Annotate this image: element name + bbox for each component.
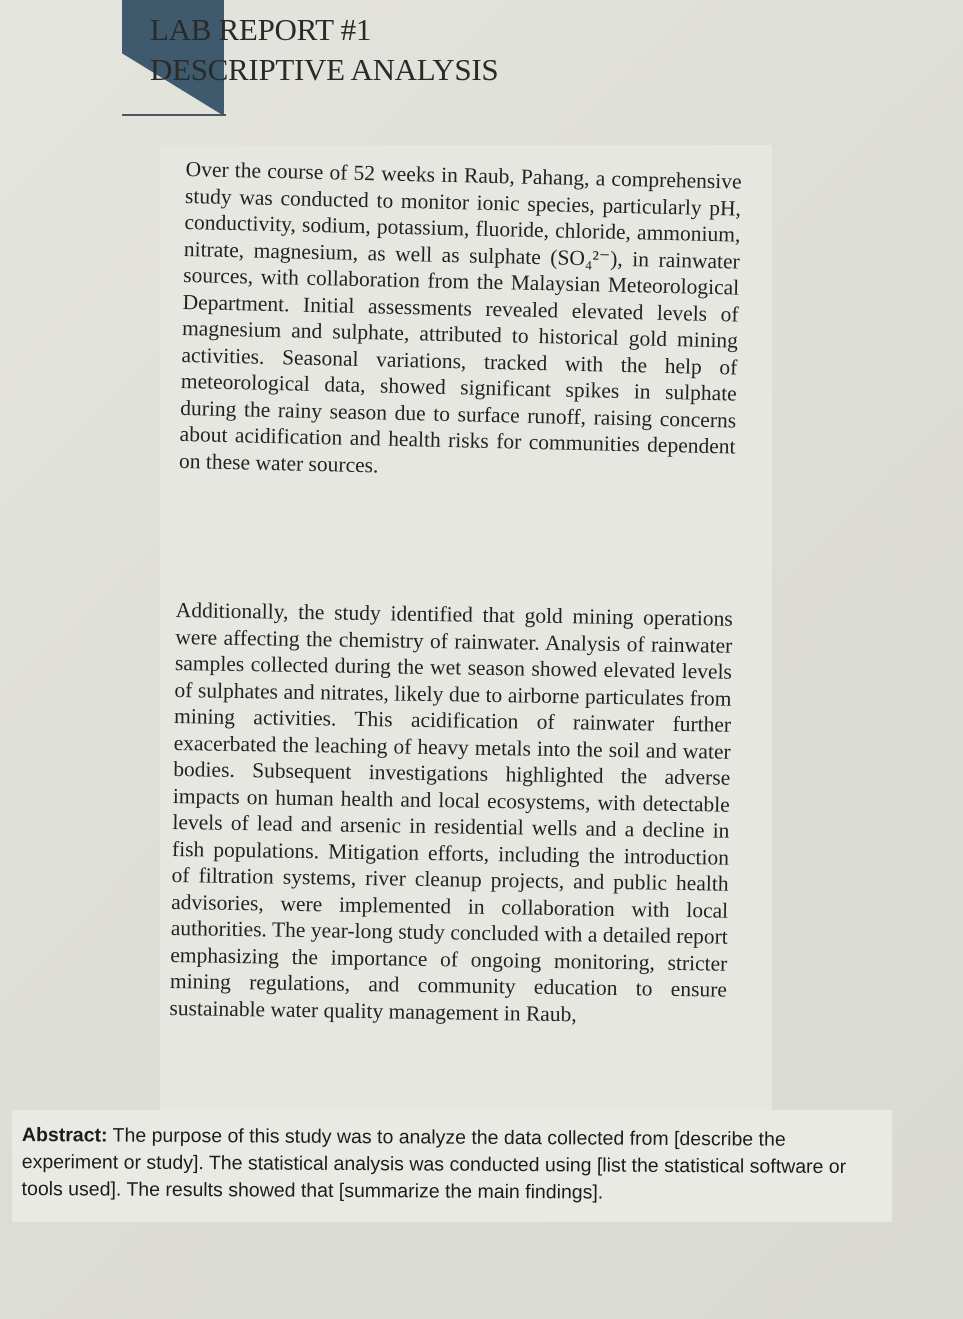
- abstract-text: The purpose of this study was to analyze the data collected from [describe the experiment or study]. The statistical analysis was conducted using [list the statistical software or tools used]. The results showed that [summarize the main findings].: [21, 1124, 847, 1204]
- body-paragraph-1: Over the course of 52 weeks in Raub, Pahang, a comprehensive study was conducted to monitor ionic species, particularly pH, conductivity, sodium, potassium, fluoride, chloride, ammonium, nitrate, magnesium, as well as sulphate (SO₄²⁻), in rainwater sources, with collaboration from the Malaysian Meteorological Department. Initial assessments revealed elevated levels of magnesium and sulphate, attributed to historical gold mining activities. Seasonal variations, tracked with the help of meteorological data, showed significant spikes in sulphate during the rainy season due to surface runoff, raising concerns about acidification and health risks for communities dependent on these water sources.: [178, 156, 742, 477]
- report-title: [150, 10, 498, 90]
- abstract-paragraph: [22, 1122, 872, 1208]
- title-line-1: LAB REPORT #1: [150, 12, 372, 47]
- body-paragraph-2: Additionally, the study identified that gold mining operations were affecting the chemistry of rainwater. Analysis of rainwater samples collected during the wet season showed elevated levels of sulphates and nitrates, likely due to airborne particulates from mining activities. This acidification of rainwater further exacerbated the leaching of heavy metals into the soil and water bodies. Subsequent investigations highlighted the adverse impacts on human health and local ecosystems, with detectable levels of lead and arsenic in residential wells and a decline in fish populations. Mitigation efforts, including the introduction of filtration systems, river cleanup projects, and public health advisories, were implemented in collaboration with local authorities. The year-long study concluded with a detailed report emphasizing the importance of ongoing monitoring, stricter mining regulations, and community education to ensure sustainable water quality management in Raub,: [169, 597, 733, 1026]
- title-line-2: DESCRIPTIVE ANALYSIS: [150, 52, 499, 87]
- abstract-label: Abstract:: [21, 1124, 108, 1147]
- title-underline: [122, 114, 226, 116]
